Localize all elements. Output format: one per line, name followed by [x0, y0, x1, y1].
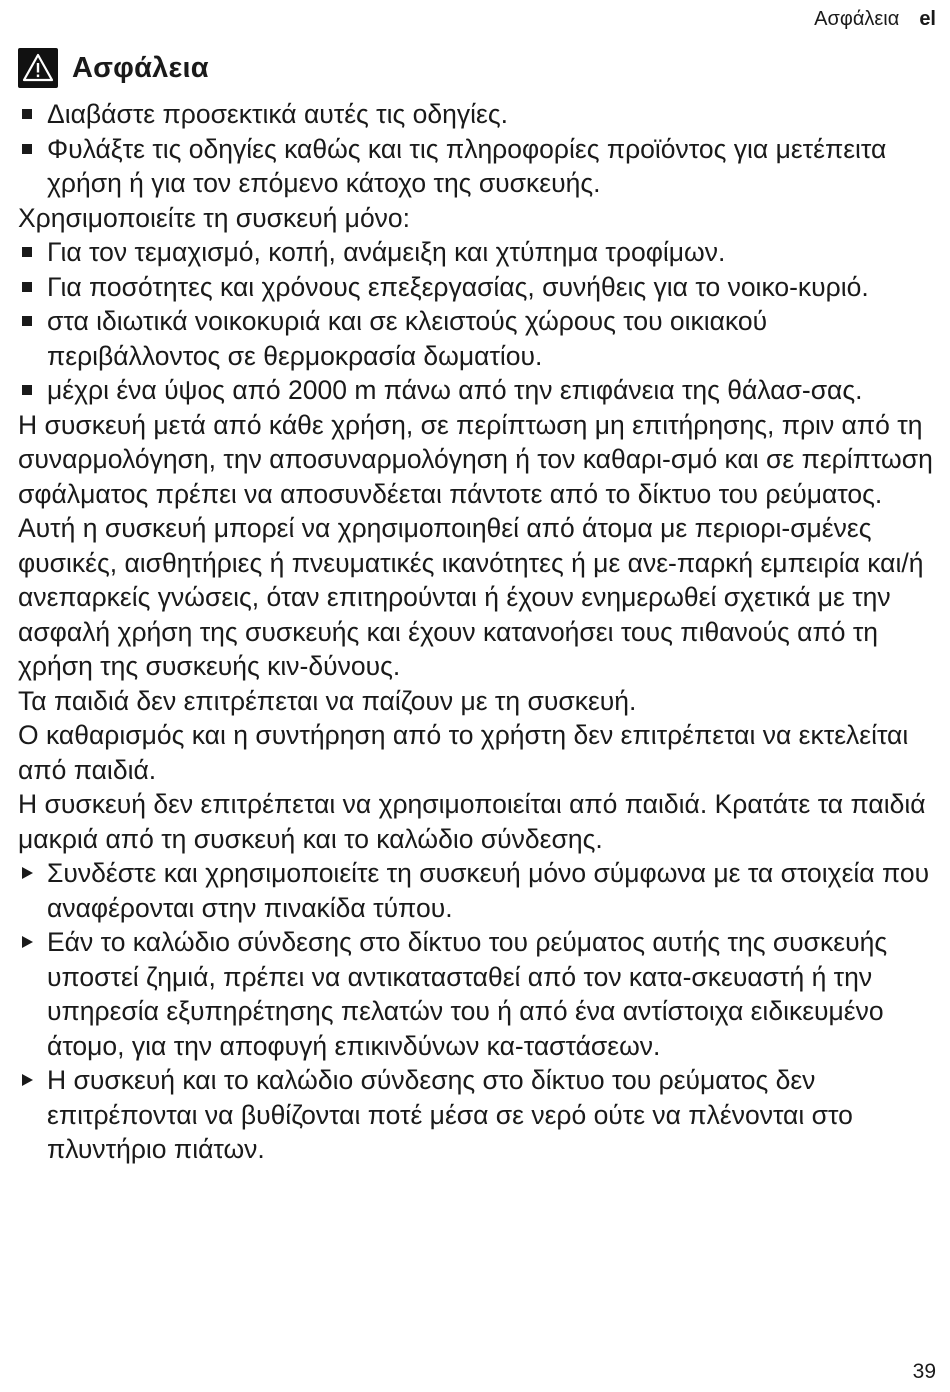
safety-text-body — [18, 97, 933, 1167]
bullet-list-item: Για ποσότητες και χρόνους επεξεργασίας, συνήθεις για το νοικο-κυριό. — [18, 270, 933, 305]
body-paragraph: Η συσκευή δεν επιτρέπεται να χρησιμοποιείται από παιδιά. Κρατάτε τα παιδιά μακριά από τη συσκευή και το καλώδιο σύνδεσης. — [18, 789, 926, 854]
bullet-list-item: στα ιδιωτικά νοικοκυριά και σε κλειστούς χώρους του οικιακού περιβάλλοντος σε θερμοκρασία δωματίου. — [18, 304, 933, 373]
bullet-list-item: Διαβάστε προσεκτικά αυτές τις οδηγίες. — [18, 97, 933, 132]
header-section-title: Ασφάλεια — [814, 8, 900, 30]
page-title: Ασφάλεια — [72, 51, 209, 84]
bullet-list-item: Φυλάξτε τις οδηγίες καθώς και τις πληροφορίες προϊόντος για μετέπειτα χρήση ή για τον επόμενο κάτοχο της συσκευής. — [18, 132, 933, 201]
instruction-step-item: Η συσκευή και το καλώδιο σύνδεσης στο δίκτυο του ρεύματος δεν επιτρέπονται να βυθίζονται ποτέ μέσα σε νερό ούτε να πλένονται στο πλυντήριο πιάτων. — [18, 1063, 933, 1167]
bullet-list-item: μέχρι ένα ύψος από 2000 m πάνω από την επιφάνεια της θάλασ-σας. — [18, 373, 933, 408]
body-paragraph: Η συσκευή μετά από κάθε χρήση, σε περίπτωση μη επιτήρησης, πριν από τη συναρμολόγηση, την αποσυναρμολόγηση ή τον καθαρι-σμό και σε περίπτωση σφάλματος πρέπει να αποσυνδέεται πάντοτε από το δίκτυο του ρεύματος. — [18, 409, 933, 509]
page-number: 39 — [912, 1360, 936, 1383]
body-paragraph: Αυτή η συσκευή μπορεί να χρησιμοποιηθεί από άτομα με περιορι-σμένες φυσικές, αισθητήριες ή πνευματικές ικανότητες ή με ανε-παρκή εμπειρία και/ή ανεπαρκείς γνώσεις, όταν επιτηρούνται ή έχουν ενημερωθεί σχετικά με την ασφαλή χρήση της συσκευής και έχουν κατανοήσει τους πιθανούς από τη χρήση της συσκευής κιν-δύνους. — [18, 513, 924, 681]
body-paragraph: Ο καθαρισμός και η συντήρηση από το χρήστη δεν επιτρέπεται να εκτελείται από παιδιά. — [18, 720, 909, 785]
body-paragraph: Χρησιμοποιείτε τη συσκευή μόνο: — [18, 202, 411, 233]
running-header — [814, 8, 936, 31]
body-paragraph: Τα παιδιά δεν επιτρέπεται να παίζουν με τη συσκευή. — [18, 685, 637, 716]
header-language-code: el — [919, 8, 936, 30]
bullet-list-item: Για τον τεμαχισμό, κοπή, ανάμειξη και χτύπημα τροφίμων. — [18, 235, 933, 270]
instruction-step-item: Συνδέστε και χρησιμοποιείτε τη συσκευή μόνο σύμφωνα με τα στοιχεία που αναφέρονται στην πινακίδα τύπου. — [18, 856, 933, 925]
warning-triangle-icon — [18, 48, 58, 88]
section-heading — [18, 48, 209, 88]
instruction-step-item: Εάν το καλώδιο σύνδεσης στο δίκτυο του ρεύματος αυτής της συσκευής υποστεί ζημιά, πρέπει να αντικατασταθεί από τον κατα-σκευαστή ή την υπηρεσία εξυπηρέτησης πελατών του ή από ένα αντίστοιχα ειδικευμένο άτομο, για την αποφυγή επικινδύνων κα-ταστάσεων. — [18, 925, 933, 1063]
